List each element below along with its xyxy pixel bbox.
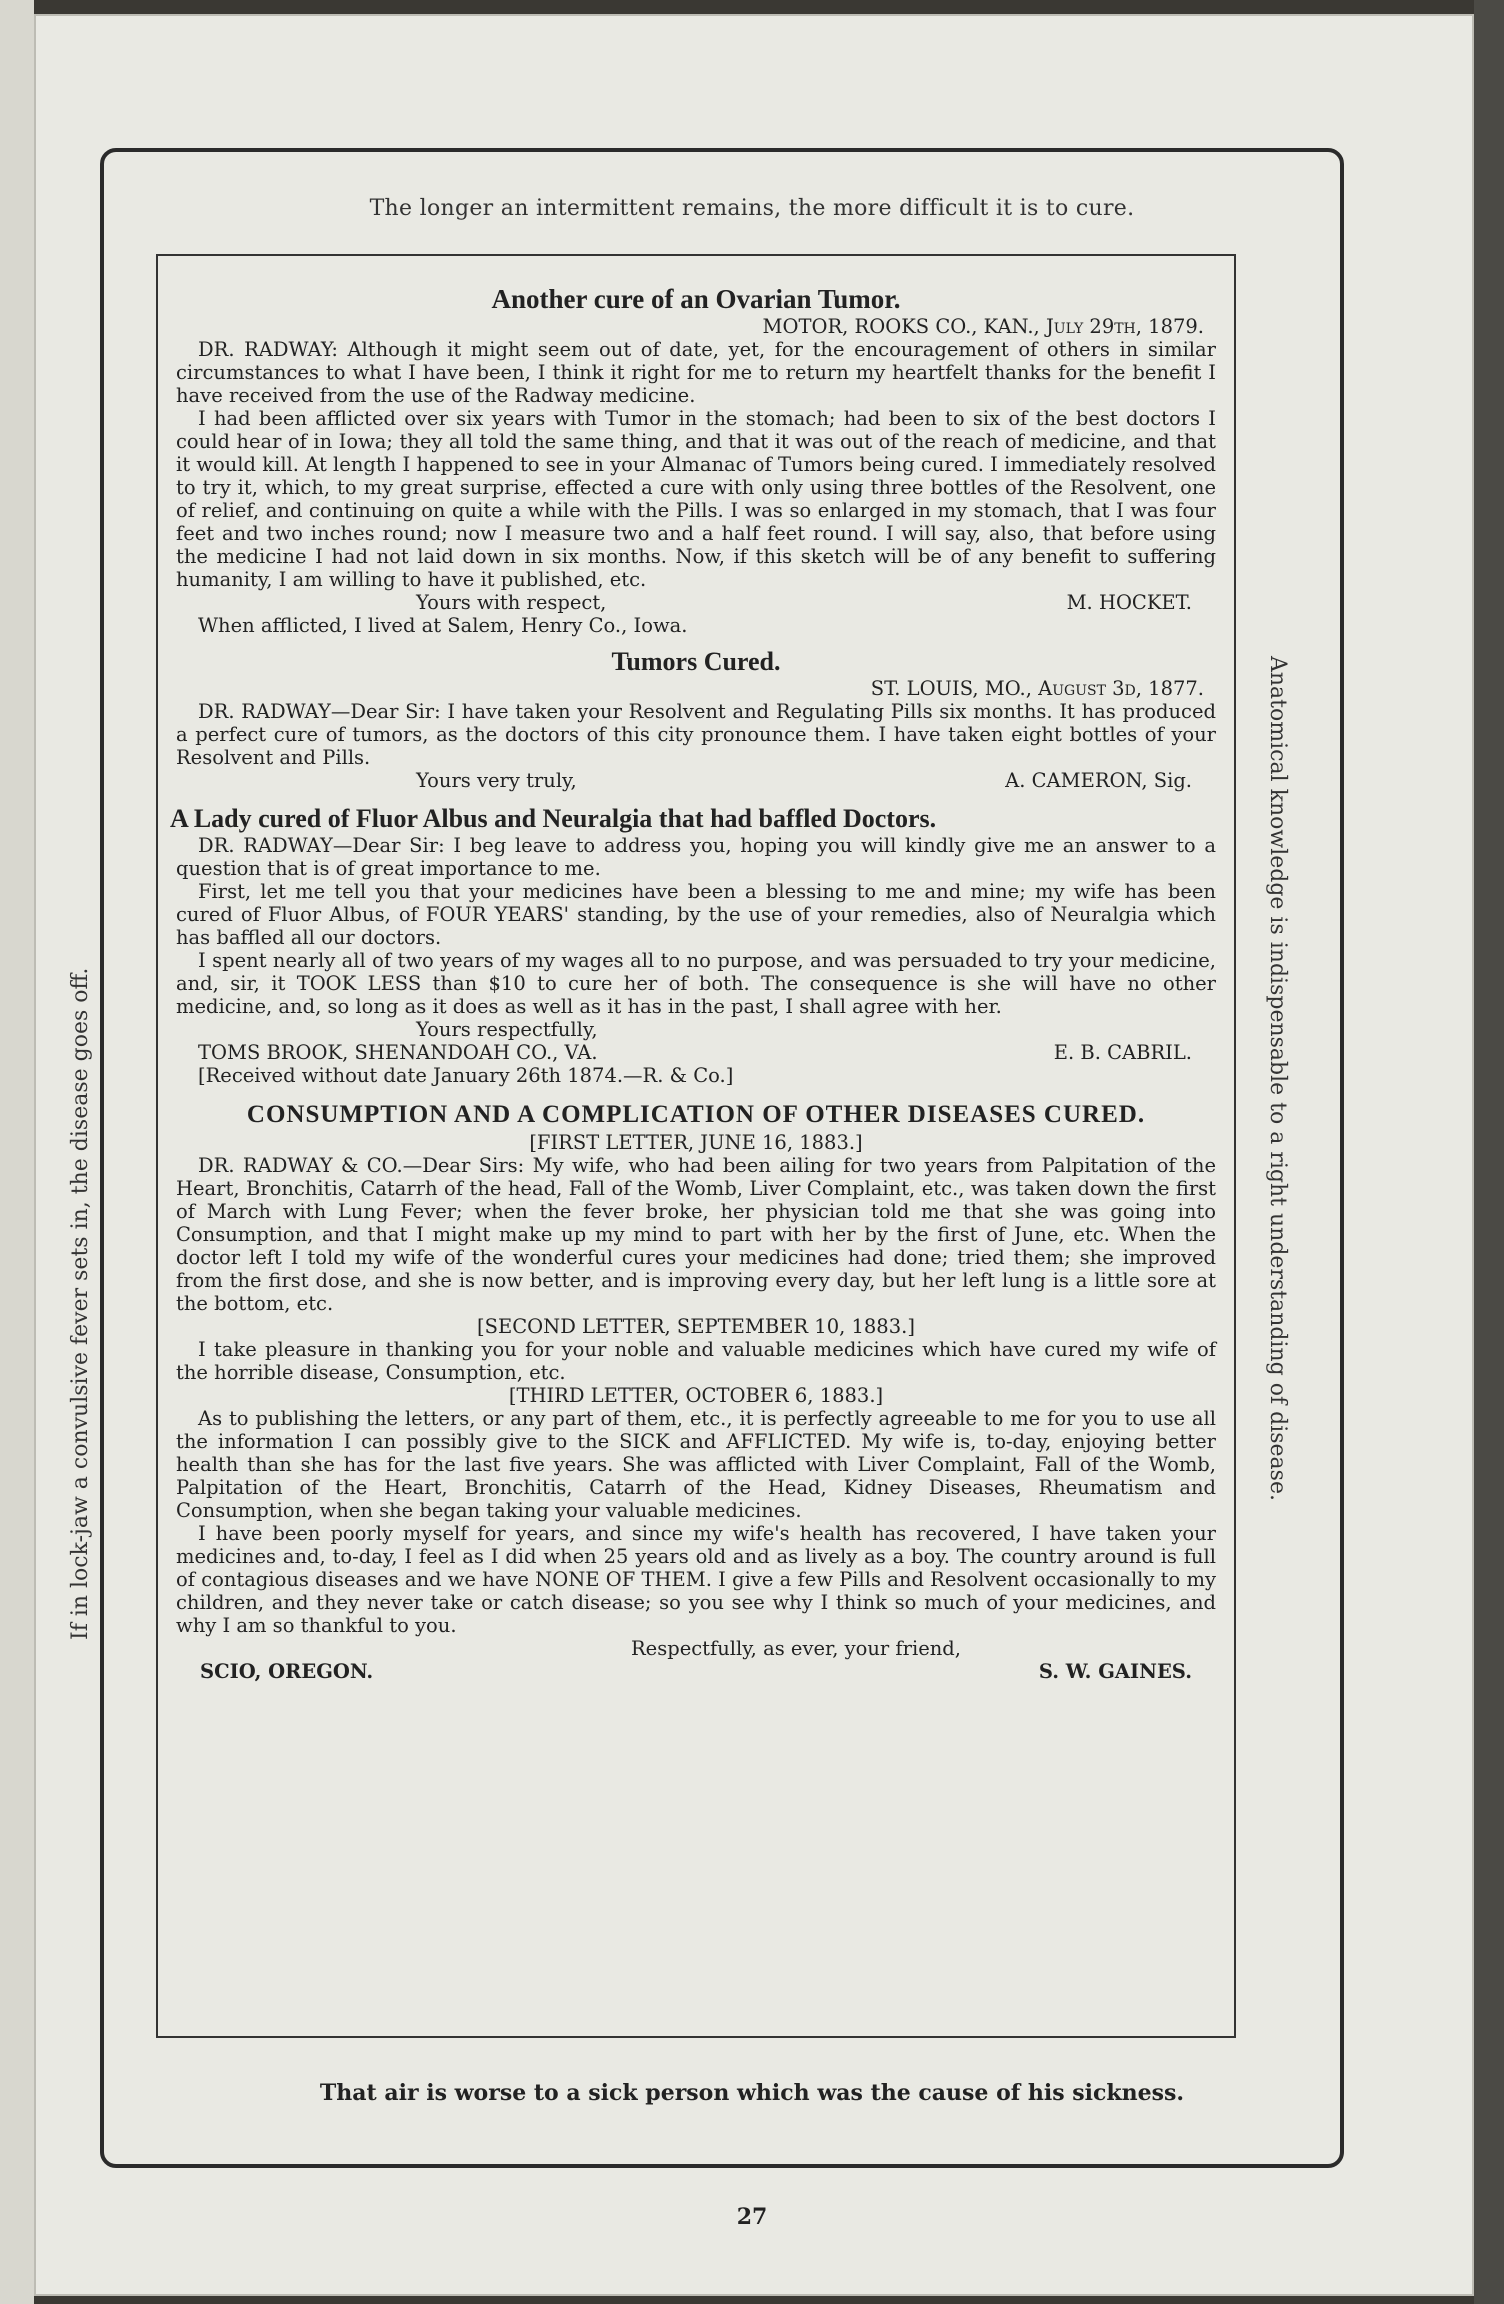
- paragraph: I spent nearly all of two years of my wages all to no purpose, and was persuaded to try your medicine, and, sir, it TOOK LESS than $10 to cure her of both. The consequence is she will have no other medicine, and, so long as it does as well as it has in the past, I shall agree with her.: [176, 949, 1216, 1018]
- signature: A. CAMERON, Sig.: [1005, 769, 1192, 792]
- paragraph: As to publishing the letters, or any part of them, etc., it is perfectly agreeable to me for you to use all the information I can possibly give to the SICK and AFFLICTED. My wife is, to-day, enjoying better health than she has for the last five years. She was afflicted with Liver Complaint, Fall of the Womb, Palpitation of the Heart, Bronchitis, Catarrh of the Head, Kidney Diseases, Rheumatism and Consumption, when she began taking your valuable medicines.: [176, 1407, 1216, 1522]
- article-ovarian-tumor: [176, 284, 1216, 637]
- signature: S. W. GAINES.: [1038, 1660, 1192, 1683]
- paragraph: DR. RADWAY & CO.—Dear Sirs: My wife, who had been ailing for two years from Palpitation of the Heart, Bronchitis, Catarrh of the head, Fall of the Womb, Liver Complaint, etc., was taken down the first of March with Lung Fever; when the fever broke, her physician told me that she was going into Consumption, and that I might make up my mind to part with her by the first of June, etc. When the doctor left I told my wife of the wonderful cures your medicines had done; tried them; she improved from the first dose, and she is now better, and is improving every day, but her left lung is a little sore at the bottom, etc.: [176, 1154, 1216, 1315]
- paragraph: I had been afflicted over six years with Tumor in the stomach; had been to six of the best doctors I could hear of in Iowa; they all told the same thing, and that it was out of the reach of medicine, and that it would kill. At length I happened to see in your Almanac of Tumors being cured. I immediately resolved to try it, which, to my great surprise, effected a cure with only using three bottles of the Resolvent, one of relief, and continuing on quite a while with the Pills. I was so enlarged in my stomach, that I was four feet and two inches round; now I measure two and a half feet round. I will say, also, that before using the medicine I had not laid down in six months. Now, if this sketch will be of any benefit to suffering humanity, I am willing to have it published, etc.: [176, 407, 1216, 591]
- paragraph: I take pleasure in thanking you for your noble and valuable medicines which have cured my wife of the horrible disease, Consumption, etc.: [176, 1338, 1216, 1384]
- sign-off: Yours with respect,: [416, 591, 607, 614]
- dateline: ST. LOUIS, MO., August 3d, 1877.: [870, 677, 1204, 700]
- paragraph: First, let me tell you that your medicines have been a blessing to me and mine; my wife has been cured of Fluor Albus, of FOUR YEARS' standing, by the use of your remedies, also of Neuralgia which has baffled all our doctors.: [176, 880, 1216, 949]
- paragraph: [Received without date January 26th 1874.—R. & Co.]: [198, 1064, 734, 1087]
- page-content: [170, 270, 1216, 1683]
- paragraph: DR. RADWAY—Dear Sir: I have taken your Resolvent and Regulating Pills six months. It has produced a perfect cure of tumors, as the doctors of this city pronounce them. I have taken eight bottles of your Resolvent and Pills.: [176, 700, 1216, 769]
- paragraph: DR. RADWAY—Dear Sir: I beg leave to address you, hoping you will kindly give me an answer to a question that is of great importance to me.: [176, 834, 1216, 880]
- article-title: Another cure of an Ovarian Tumor.: [491, 284, 901, 314]
- article-fluor-albus: [170, 804, 1216, 1087]
- paragraph: DR. RADWAY: Although it might seem out of date, yet, for the encouragement of others in similar circumstances to what I have been, I think it right for me to return my heartfelt thanks for the benefit I have received from the use of the Radway medicine.: [176, 338, 1216, 407]
- paragraph: When afflicted, I lived at Salem, Henry Co., Iowa.: [198, 614, 688, 637]
- article-title: Tumors Cured.: [611, 647, 781, 676]
- closing: Respectfully, as ever, your friend,: [631, 1637, 961, 1660]
- article-title: CONSUMPTION AND A COMPLICATION OF OTHER DISEASES CURED.: [246, 1101, 1146, 1128]
- article-tumors-cured: [176, 647, 1216, 792]
- sign-off: Yours very truly,: [416, 769, 577, 792]
- scan-background: [1474, 0, 1504, 2304]
- sign-off: Yours respectfully,: [416, 1018, 598, 1041]
- signature: E. B. CABRIL.: [1053, 1041, 1192, 1064]
- signature-line: [176, 1041, 1216, 1064]
- right-side-maxim: Anatomical knowledge is indispensable to a right understanding of disease.: [1265, 656, 1290, 1501]
- place: SCIO, OREGON.: [200, 1660, 374, 1683]
- letter-heading: [THIRD LETTER, OCTOBER 6, 1883.]: [508, 1384, 884, 1407]
- letter-heading: [SECOND LETTER, SEPTEMBER 10, 1883.]: [477, 1315, 915, 1338]
- signature-line: [176, 769, 1216, 792]
- signature: M. HOCKET.: [1066, 591, 1192, 614]
- article-title: A Lady cured of Fluor Albus and Neuralgia that had baffled Doctors.: [170, 804, 937, 833]
- signature-line: [176, 1660, 1216, 1683]
- signature-line: [176, 591, 1216, 614]
- dateline: MOTOR, ROOKS CO., KAN., July 29th, 1879.: [762, 315, 1204, 338]
- place: TOMS BROOK, SHENANDOAH CO., VA.: [198, 1041, 598, 1064]
- facing-page-edge: [0, 0, 34, 2304]
- letter-heading: [FIRST LETTER, JUNE 16, 1883.]: [529, 1131, 863, 1154]
- top-maxim: The longer an intermittent remains, the more difficult it is to cure.: [369, 196, 1135, 221]
- article-consumption: [176, 1099, 1216, 1683]
- signature-line: [176, 1018, 1216, 1041]
- paragraph: I have been poorly myself for years, and since my wife's health has recovered, I have taken your medicines and, to-day, I feel as I did when 25 years old and as lively as a boy. The country around is full of contagious diseases and we have NONE OF THEM. I give a few Pills and Resolvent occasionally to my children, and they never take or catch disease; so you see why I think so much of your medicines, and why I am so thankful to you.: [176, 1522, 1216, 1637]
- page-number: 27: [736, 2204, 768, 2230]
- bottom-maxim: That air is worse to a sick person which was the cause of his sickness.: [319, 2080, 1185, 2106]
- left-side-maxim: If in lock-jaw a convulsive fever sets in, the disease goes off.: [68, 967, 93, 1640]
